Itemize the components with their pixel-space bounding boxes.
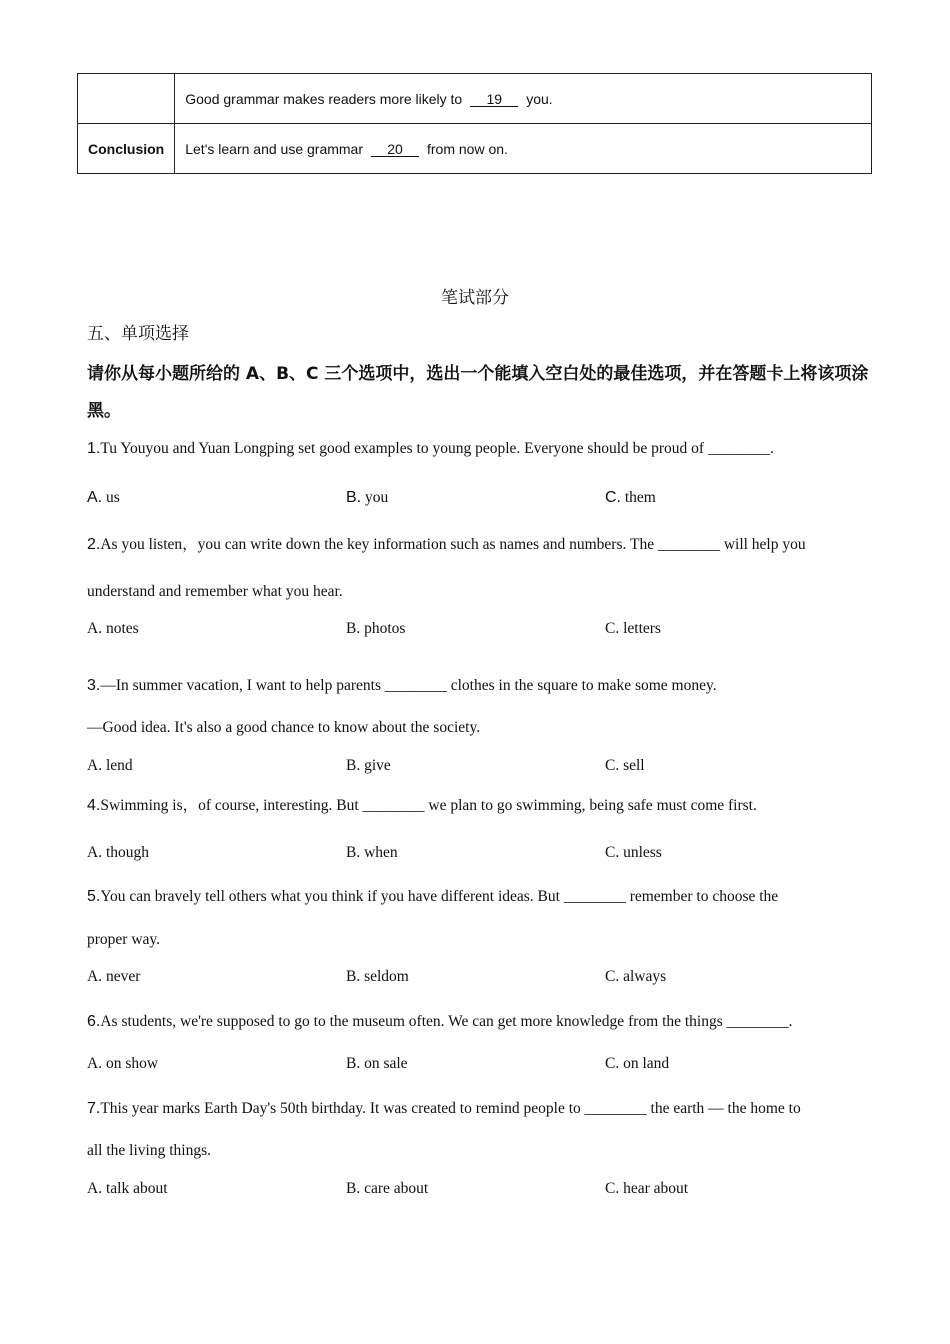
part-title: 五、单项选择 bbox=[87, 324, 189, 344]
question-number: 3. bbox=[87, 677, 101, 694]
question-continuation: all the living things. bbox=[87, 1142, 211, 1159]
instructions: 请你从每小题所给的 A、B、C 三个选项中，选出一个能填入空白处的最佳选项，并在答题卡上将该项涂黑。 bbox=[87, 364, 869, 421]
option-text: sell bbox=[623, 757, 645, 774]
option-c[interactable] bbox=[605, 844, 662, 862]
question-1 bbox=[87, 439, 877, 459]
row-text-after: you. bbox=[526, 90, 553, 107]
row-content bbox=[175, 124, 872, 174]
option-text: on show bbox=[105, 1055, 159, 1072]
row-text-after: from now on. bbox=[427, 140, 508, 157]
option-text: unless bbox=[623, 844, 662, 861]
option-a[interactable] bbox=[87, 968, 140, 986]
question-continuation: —Good idea. It's also a good chance to know about the society. bbox=[87, 719, 481, 736]
option-text: on sale bbox=[364, 1055, 408, 1072]
question-number: 4. bbox=[87, 797, 101, 814]
question-text: As students, we're supposed to go to the museum often. We can get more knowledge from the things ________. bbox=[100, 1013, 793, 1030]
blank-number: 20 bbox=[371, 142, 419, 157]
section-title: 笔试部分 bbox=[441, 288, 509, 308]
option-letter: B. bbox=[346, 844, 361, 861]
option-b[interactable] bbox=[346, 844, 398, 862]
option-letter: A. bbox=[87, 844, 103, 861]
question-number: 7. bbox=[87, 1100, 101, 1117]
row-text-before: Good grammar makes readers more likely to bbox=[185, 90, 463, 107]
blank-number: 19 bbox=[470, 92, 518, 107]
option-b[interactable] bbox=[346, 489, 388, 507]
option-text: us bbox=[106, 489, 120, 506]
option-text: though bbox=[105, 844, 150, 861]
question-number: 1. bbox=[87, 440, 101, 457]
question-4 bbox=[87, 796, 877, 816]
option-b[interactable] bbox=[346, 1055, 408, 1073]
option-letter: A. bbox=[87, 1055, 103, 1072]
option-text: never bbox=[105, 968, 141, 985]
question-5 bbox=[87, 887, 877, 907]
option-text: letters bbox=[623, 620, 661, 637]
option-letter: C. bbox=[605, 757, 620, 774]
option-text: on land bbox=[623, 1055, 670, 1072]
option-text: you bbox=[365, 489, 389, 506]
row-label bbox=[78, 74, 175, 124]
option-letter: C. bbox=[605, 1180, 620, 1197]
row-content bbox=[175, 74, 872, 124]
question-number: 5. bbox=[87, 888, 101, 905]
option-letter: B. bbox=[346, 620, 361, 637]
option-text: lend bbox=[105, 757, 133, 774]
option-letter: B. bbox=[346, 489, 362, 506]
question-text: Tu Youyou and Yuan Longping set good examples to young people. Everyone should be proud of ________. bbox=[100, 440, 774, 457]
question-6 bbox=[87, 1012, 877, 1032]
option-text: seldom bbox=[364, 968, 409, 985]
option-letter: C. bbox=[605, 968, 620, 985]
option-b[interactable] bbox=[346, 757, 391, 775]
row-text-before: Let's learn and use grammar bbox=[185, 140, 363, 157]
option-a[interactable] bbox=[87, 757, 133, 775]
option-b[interactable] bbox=[346, 1180, 428, 1198]
grammar-summary-table bbox=[77, 73, 872, 174]
option-a[interactable] bbox=[87, 620, 139, 638]
option-letter: A. bbox=[87, 489, 103, 506]
question-continuation: understand and remember what you hear. bbox=[87, 583, 343, 600]
question-continuation: proper way. bbox=[87, 931, 161, 948]
question-text: As you listen，you can write down the key information such as names and numbers. The ________ will help you bbox=[100, 536, 806, 553]
question-7 bbox=[87, 1099, 877, 1119]
option-text: talk about bbox=[105, 1180, 168, 1197]
question-2 bbox=[87, 535, 877, 555]
option-a[interactable] bbox=[87, 1055, 158, 1073]
question-number: 2. bbox=[87, 536, 101, 553]
option-c[interactable] bbox=[605, 489, 656, 507]
option-letter: C. bbox=[605, 620, 620, 637]
option-letter: B. bbox=[346, 1055, 361, 1072]
option-text: photos bbox=[364, 620, 406, 637]
option-c[interactable] bbox=[605, 1055, 669, 1073]
option-b[interactable] bbox=[346, 968, 409, 986]
option-text: them bbox=[624, 489, 656, 506]
row-label: Conclusion bbox=[78, 124, 175, 174]
option-letter: A. bbox=[87, 1180, 103, 1197]
option-text: always bbox=[623, 968, 667, 985]
question-number: 6. bbox=[87, 1013, 101, 1030]
option-letter: B. bbox=[346, 968, 361, 985]
question-text: —In summer vacation, I want to help parents ________ clothes in the square to make some money. bbox=[100, 677, 717, 694]
option-a[interactable] bbox=[87, 489, 120, 507]
option-letter: C. bbox=[605, 489, 621, 506]
table-row bbox=[78, 74, 872, 124]
table-row bbox=[78, 124, 872, 174]
option-letter: A. bbox=[87, 620, 103, 637]
question-text: You can bravely tell others what you think if you have different ideas. But ________ remember to choose the bbox=[100, 888, 779, 905]
option-c[interactable] bbox=[605, 1180, 688, 1198]
option-letter: B. bbox=[346, 757, 361, 774]
option-a[interactable] bbox=[87, 1180, 168, 1198]
option-text: hear about bbox=[623, 1180, 689, 1197]
question-text: This year marks Earth Day's 50th birthday. It was created to remind people to ________ the earth — the home to bbox=[100, 1100, 801, 1117]
option-letter: C. bbox=[605, 1055, 620, 1072]
option-letter: C. bbox=[605, 844, 620, 861]
option-b[interactable] bbox=[346, 620, 405, 638]
option-text: give bbox=[364, 757, 391, 774]
option-c[interactable] bbox=[605, 968, 666, 986]
option-text: care about bbox=[364, 1180, 429, 1197]
option-c[interactable] bbox=[605, 757, 645, 775]
option-a[interactable] bbox=[87, 844, 149, 862]
question-text: Swimming is，of course, interesting. But ________ we plan to go swimming, being safe must come first. bbox=[100, 797, 757, 814]
option-letter: A. bbox=[87, 757, 103, 774]
option-c[interactable] bbox=[605, 620, 661, 638]
question-3 bbox=[87, 676, 877, 696]
option-letter: B. bbox=[346, 1180, 361, 1197]
option-text: when bbox=[364, 844, 398, 861]
option-text: notes bbox=[105, 620, 139, 637]
option-letter: A. bbox=[87, 968, 103, 985]
